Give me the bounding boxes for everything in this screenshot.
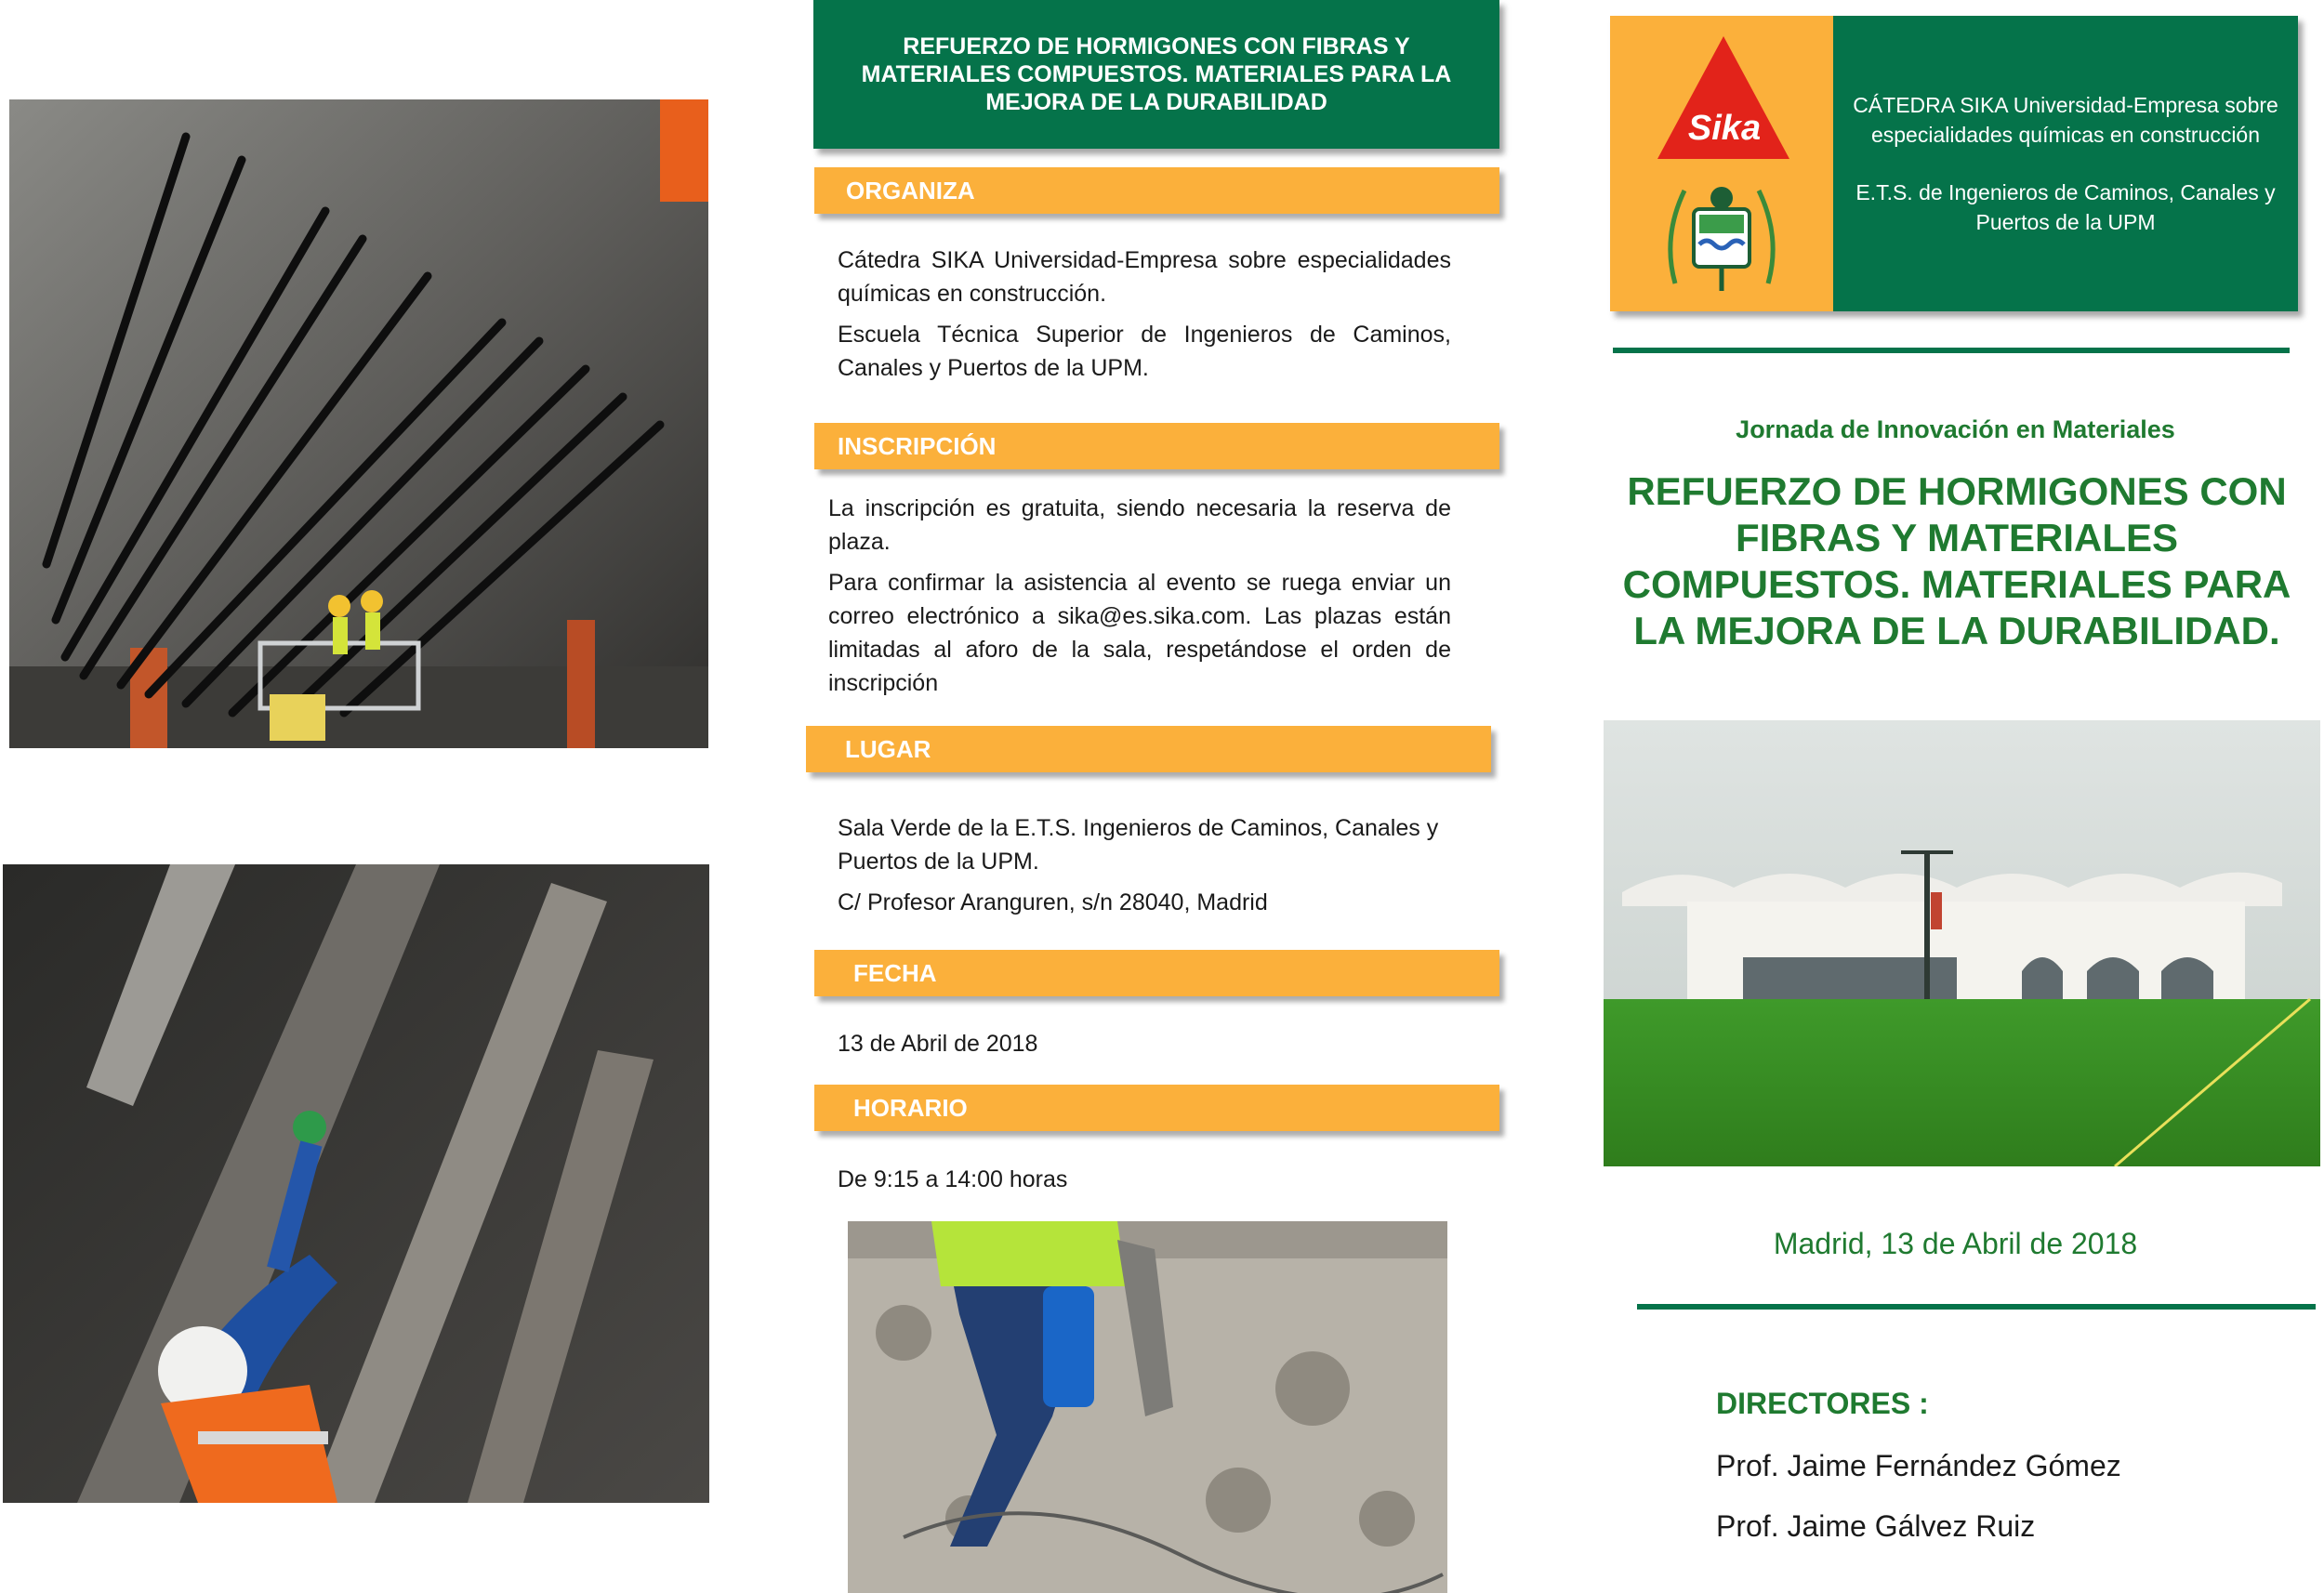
logos-panel: [1610, 16, 1833, 311]
section-fecha-heading: [814, 950, 1499, 996]
section-organiza-heading: [814, 167, 1499, 214]
lugar-paragraph: C/ Profesor Aranguren, s/n 28040, Madrid: [838, 889, 1268, 915]
section-lugar-heading: [806, 726, 1491, 772]
lugar-body: [838, 811, 1470, 927]
event-main-title: REFUERZO DE HORMIGONES CON FIBRAS Y MATERIALES COMPUESTOS. MATERIALES PARA LA MEJORA DE LA DURABILIDAD.: [1622, 469, 2291, 652]
fecha-heading-text: FECHA: [853, 959, 937, 987]
photo-worker-applying-resin: [3, 864, 709, 1503]
divider-bottom: [1637, 1304, 2316, 1310]
horario-heading-text: HORARIO: [853, 1094, 968, 1122]
event-title-banner-text: REFUERZO DE HORMIGONES CON FIBRAS Y MATERIALES COMPUESTOS. MATERIALES PARA LA MEJORA DE LA DURABILIDAD: [861, 33, 1452, 115]
director-name: Prof. Jaime Gálvez Ruiz: [1716, 1509, 2036, 1543]
inscripcion-body: [828, 492, 1451, 707]
sika-logo-icon: [1654, 33, 1793, 163]
photo-ceiling-reinforcement: [9, 99, 708, 748]
organiza-heading-text: ORGANIZA: [846, 177, 975, 204]
inscripcion-paragraph: La inscripción es gratuita, siendo necesaria la reserva de plaza.: [828, 495, 1451, 555]
photo-worker-floor: [848, 1221, 1447, 1593]
horario-value: De 9:15 a 14:00 horas: [838, 1166, 1068, 1192]
inscripcion-paragraph: Para confirmar la asistencia al evento se ruega enviar un correo electrónico a sika@es.sika.com. Las plazas están limitadas al aforo de la sala, respetándose el orden de inscripción: [828, 570, 1451, 696]
organiza-body: [838, 244, 1451, 392]
photo-school-building: [1604, 720, 2320, 1166]
school-crest-icon: [1657, 172, 1787, 302]
lugar-heading-text: LUGAR: [845, 735, 931, 763]
school-text: E.T.S. de Ingenieros de Caminos, Canales y Puertos de la UPM: [1855, 180, 2276, 234]
organiza-paragraph: Cátedra SIKA Universidad-Empresa sobre especialidades químicas en construcción.: [838, 247, 1451, 307]
divider-top: [1613, 348, 2290, 353]
section-inscripcion-heading: [814, 423, 1499, 469]
inscripcion-heading-text: INSCRIPCIÓN: [838, 432, 997, 460]
organiza-paragraph: Escuela Técnica Superior de Ingenieros de Caminos, Canales y Puertos de la UPM.: [838, 322, 1451, 381]
lugar-paragraph: Sala Verde de la E.T.S. Ingenieros de Caminos, Canales y Puertos de la UPM.: [838, 815, 1439, 875]
fecha-value: 13 de Abril de 2018: [838, 1031, 1038, 1057]
place-date: Madrid, 13 de Abril de 2018: [1773, 1227, 2138, 1260]
sika-logo-text: Sika: [1687, 109, 1762, 148]
organizers-logo-box: [1610, 16, 2298, 311]
event-subtitle: Jornada de Innovación en Materiales: [1736, 415, 2175, 443]
organizers-text-panel: [1833, 16, 2298, 311]
directors-heading: DIRECTORES :: [1716, 1387, 1929, 1420]
section-horario-heading: [814, 1085, 1499, 1131]
catedra-text: CÁTEDRA SIKA Universidad-Empresa sobre especialidades químicas en construcción: [1853, 93, 2278, 147]
director-name: Prof. Jaime Fernández Gómez: [1716, 1449, 2121, 1482]
event-title-banner: [813, 0, 1499, 149]
